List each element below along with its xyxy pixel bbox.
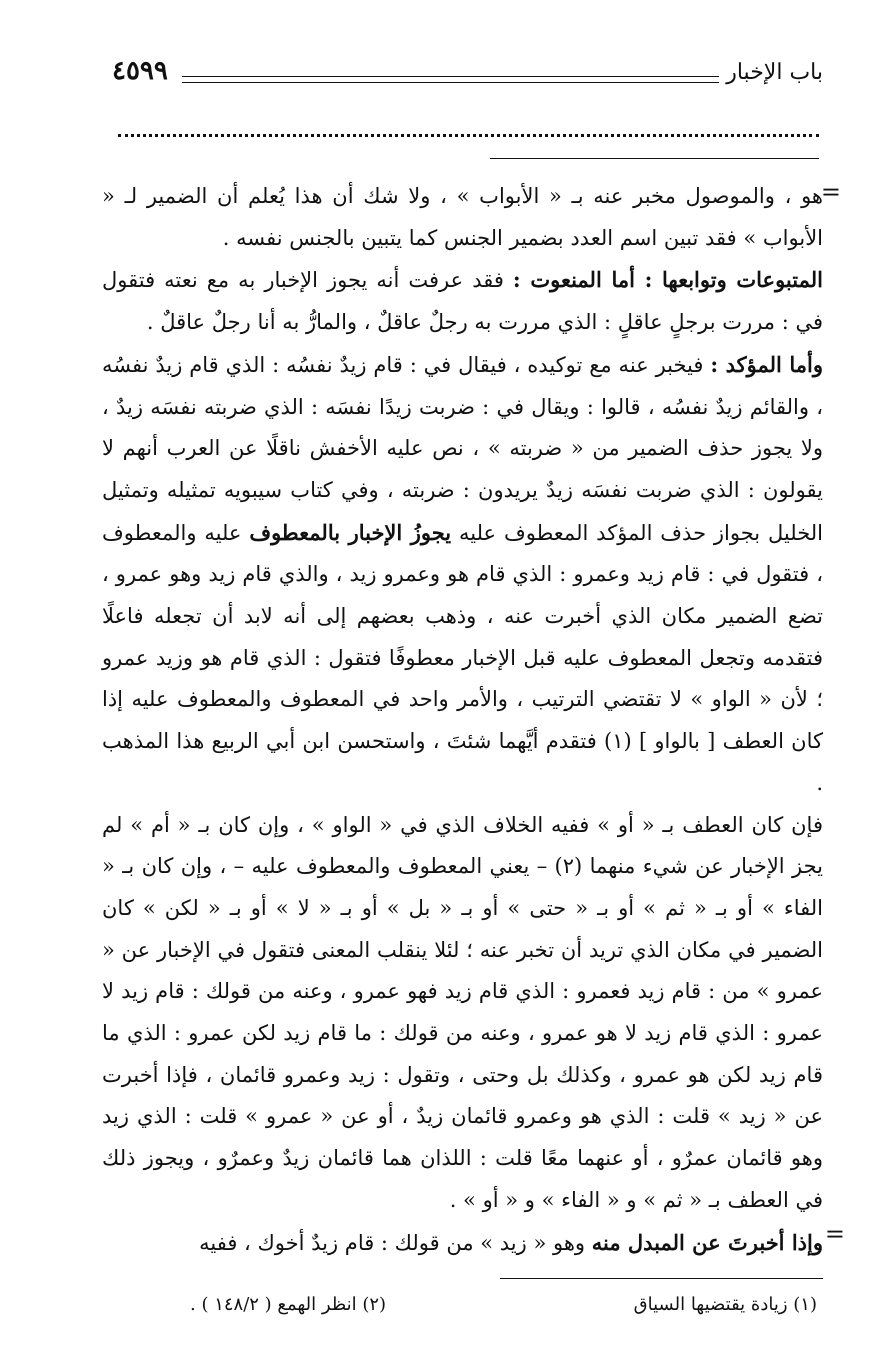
- paragraph-heading: المتبوعات وتوابعها : أما المنعوت :: [512, 267, 823, 293]
- inline-heading: يجوزُ الإخبار بالمعطوف: [249, 519, 452, 545]
- paragraph-heading: وأما المؤكد :: [710, 351, 823, 377]
- paragraph: [102, 176, 823, 259]
- chapter-title: باب الإخبار: [726, 60, 823, 85]
- section-rule: [490, 158, 819, 159]
- paragraph-text: وهو « زيد » من قولك : قام زيدٌ أخوك ، ففيه: [199, 1230, 592, 1255]
- footnote-rule: [500, 1278, 823, 1279]
- paragraph-text: هو ، والموصول مخبر عنه بـ « الأبواب » ، ولا شك أن هذا يُعلم أن الضمير لـ « الأبواب » فقد تبين اسم العدد بضمير الجنس كما يتبين بالجنس نفسه .: [102, 184, 823, 250]
- continuation-mark: =: [820, 178, 841, 206]
- main-text: [102, 176, 823, 1264]
- paragraph: [102, 259, 823, 343]
- continuation-mark: =: [824, 1220, 845, 1248]
- footnote: (٢) انظر الهمع ( ١٤٨/٢ ) .: [190, 1294, 387, 1315]
- paragraph-text: عليه والمعطوف ، فتقول في : قام زيد وعمرو : الذي قام هو وعمرو زيد ، والذي قام زيد وهو عمرو ، تضع الضمير مكان الذي أخبرت عنه ، وذهب بعضهم إلى أنه لابد أن تجعله فاعلًا فتقدمه وتجعل المعطوف عليه قبل الإخبار معطوفًا فتقول : الذي قام هو وزيد عمرو ؛ لأن « الواو » لا تقتضي الترتيب ، والأمر واحد في المعطوف والمعطوف عليه إذا كان العطف [ بالواو ] (١) فتقدم أيَّهما شئتَ ، واستحسن ابن أبي الربيع هذا المذهب .: [102, 520, 823, 795]
- footnote: (١) زيادة يقتضيها السياق: [633, 1294, 817, 1315]
- paragraph: [102, 1222, 823, 1265]
- header-rule: [182, 76, 719, 77]
- footnotes: [190, 1294, 817, 1315]
- dotted-separator: [118, 134, 819, 137]
- paragraph-text: فيخبر عنه مع توكيده ، فيقال في : قام زيدٌ نفسُه : الذي قام زيدٌ نفسُه ، والقائم زيدٌ نفسُه ، قالوا : ويقال في : ضربت زيدًا نفسَه : الذي ضربته نفسَه زيدٌ ، ولا يجوز حذف الضمير من « ضربته » ، نص عليه الأخفش ناقلًا عن العرب أنهم لا يقولون : الذي ضربت نفسَه زيدٌ يريدون : ضربته ، وفي كتاب سيبويه تمثيله وتمثيل الخليل بجواز حذف المؤكد المعطوف عليه: [102, 352, 823, 545]
- paragraph: [102, 344, 823, 805]
- header-rule: [182, 82, 719, 83]
- paragraph-text: فقد عرفت أنه يجوز الإخبار به مع نعته فتقول في : مررت برجلٍ عاقلٍ : الذي مررت به رجلٌ عاقلٌ ، والمارُّ به أنا رجلٌ عاقلٌ .: [102, 268, 823, 335]
- paragraph: [102, 805, 823, 1222]
- paragraph-text: فإن كان العطف بـ « أو » ففيه الخلاف الذي في « الواو » ، وإن كان بـ « أم » لم يجز الإخبار عن شيء منهما (٢) – يعني المعطوف والمعطوف عليه – ، وإن كان بـ « الفاء » أو بـ « ثم » أو بـ « حتى » أو بـ « بل » أو بـ « لا » أو بـ « لكن » كان الضمير في مكان الذي تريد أن تخبر عنه ؛ لئلا ينقلب المعنى فتقول في الإخبار عن « عمرو » من : قام زيد فعمرو : الذي قام زيد فهو عمرو ، وعنه من قولك : قام زيد لا عمرو : الذي قام زيد لا هو عمرو ، وعنه من قولك : ما قام زيد لكن عمرو : الذي ما قام زيد لكن هو عمرو ، وكذلك بل وحتى ، وتقول : زيد وعمرو قائمان ، فإذا أخبرت عن « زيد » قلت : الذي هو وعمرو قائمان زيدٌ ، أو عن « عمرو » قلت : الذي زيد وهو قائمان عمرٌو ، أو عنهما معًا قلت : اللذان هما قائمان زيدٌ وعمرٌو ، ويجوز ذلك في العطف بـ « ثم » و « الفاء » و « أو » .: [102, 812, 823, 1212]
- page-number: ٤٥٩٩: [112, 56, 168, 86]
- paragraph-heading: وإذا أخبرتَ عن المبدل منه: [591, 1229, 823, 1255]
